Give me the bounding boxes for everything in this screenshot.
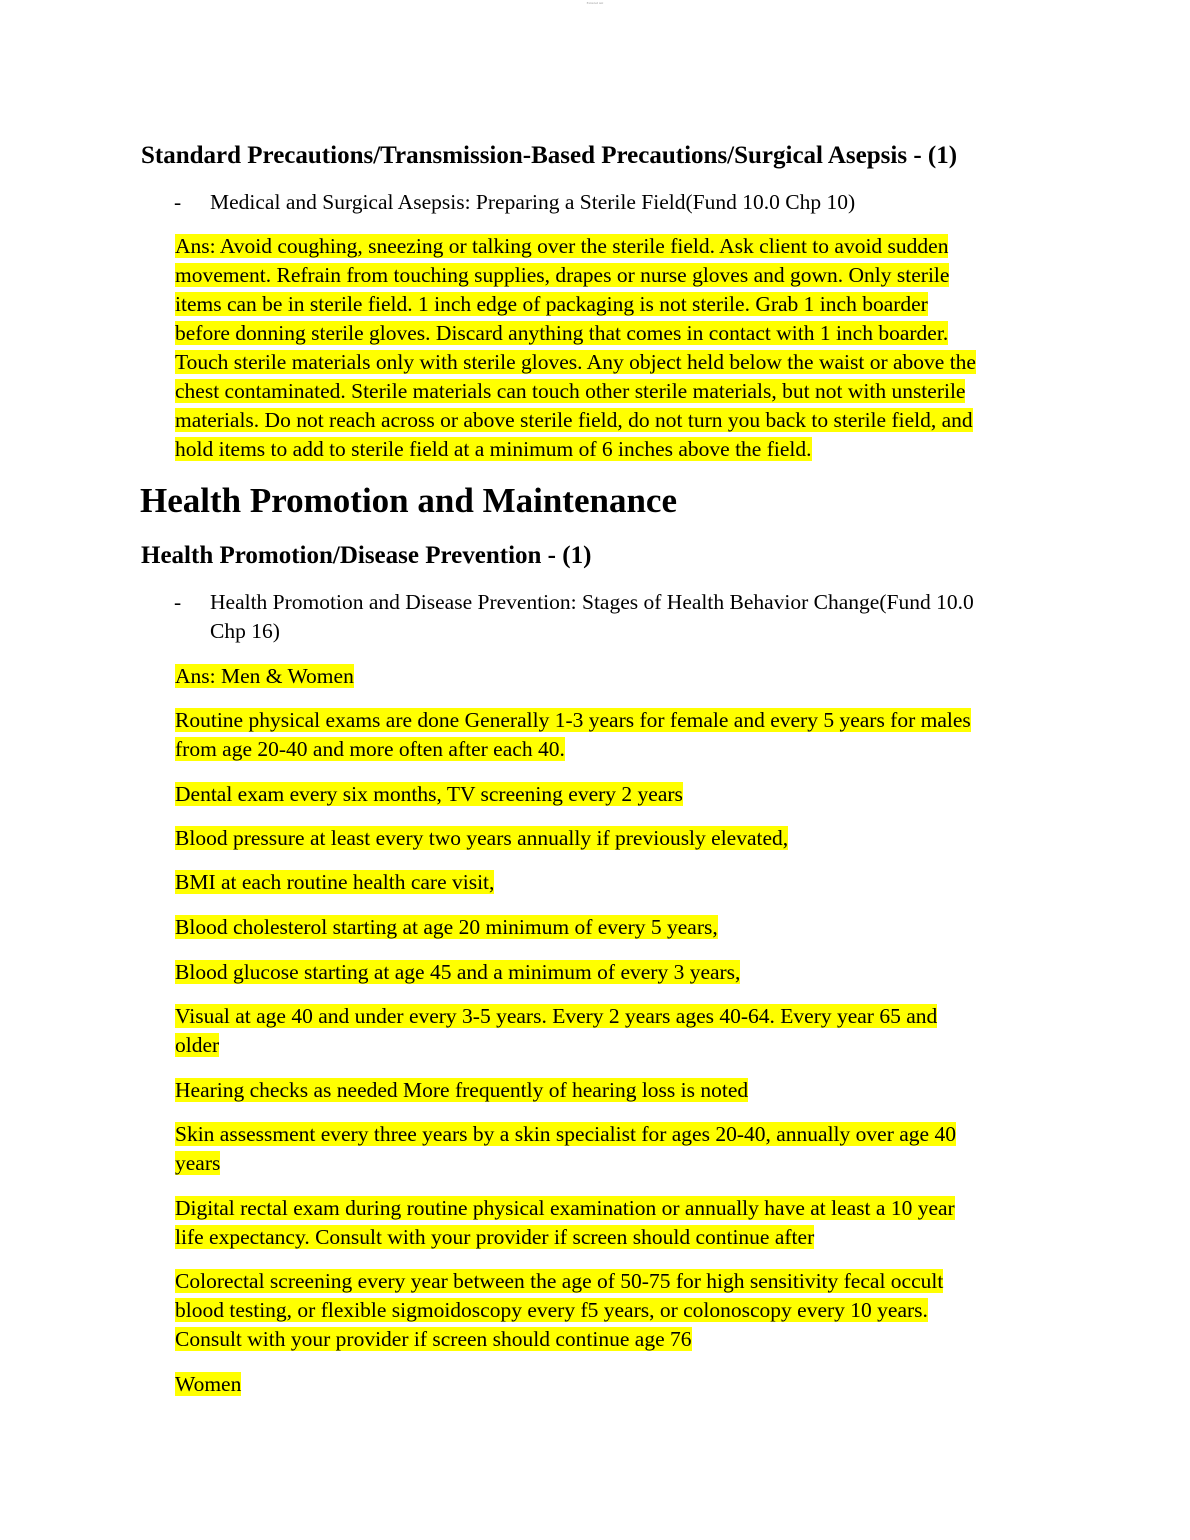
answer-line: Ans: Avoid coughing, sneezing or talking over the sterile field. Ask client to avoid sudden <box>175 234 949 258</box>
paragraph-blood-pressure <box>175 824 1060 853</box>
paragraph-line: Visual at age 40 and under every 3-5 years. Every 2 years ages 40-64. Every year 65 and <box>175 1004 938 1028</box>
paragraph-line: Blood cholesterol starting at age 20 minimum of every 5 years, <box>175 915 718 939</box>
bullet-dash: - <box>174 590 182 614</box>
topic-bullet-sterile-field <box>174 188 1054 217</box>
paragraph-hearing <box>175 1076 1060 1105</box>
paragraph-line: Dental exam every six months, TV screening every 2 years <box>175 782 683 806</box>
paragraph-line: Ans: Men & Women <box>175 664 354 688</box>
paragraph-line: Digital rectal exam during routine physical examination or annually have at least a 10 year <box>175 1196 955 1220</box>
section-heading-disease-prevention: Health Promotion/Disease Prevention - (1) <box>141 542 592 569</box>
bullet-text: Medical and Surgical Asepsis: Preparing a Sterile Field(Fund 10.0 Chp 10) <box>210 190 856 214</box>
paragraph-line: blood testing, or flexible sigmoidoscopy every f5 years, or colonoscopy every 10 years. <box>175 1298 928 1322</box>
paragraph-line: Skin assessment every three years by a skin specialist for ages 20-40, annually over age 40 <box>175 1122 956 1146</box>
paragraph-line: Colorectal screening every year between the age of 50-75 for high sensitivity fecal occult <box>175 1269 944 1293</box>
answer-line: chest contaminated. Sterile materials can touch other sterile materials, but not with unsterile <box>175 379 966 403</box>
bullet-dash: - <box>174 190 182 214</box>
answer-line: Touch sterile materials only with sterile gloves. Any object held below the waist or above the <box>175 350 976 374</box>
paragraph-colorectal <box>175 1267 1060 1354</box>
answer-line: hold items to add to sterile field at a minimum of 6 inches above the field. <box>175 437 812 461</box>
paragraph-line: life expectancy. Consult with your provider if screen should continue after <box>175 1225 815 1249</box>
bullet-line: Health Promotion and Disease Prevention: Stages of Health Behavior Change(Fund 10.0 <box>210 590 974 614</box>
paragraph-line: years <box>175 1151 221 1175</box>
paragraph-line: Blood pressure at least every two years annually if previously elevated, <box>175 826 789 850</box>
paragraph-line: Routine physical exams are done Generally 1-3 years for female and every 5 years for males <box>175 708 971 732</box>
section-heading-standard-precautions: Standard Precautions/Transmission-Based Precautions/Surgical Asepsis - (1) <box>141 142 958 169</box>
paragraph-dental-exam <box>175 780 1060 809</box>
paragraph-blood-glucose <box>175 958 1060 987</box>
top-mark: Extracted text <box>586 1 604 5</box>
bullet-line: Chp 16) <box>210 619 280 643</box>
paragraph-line: Consult with your provider if screen should continue age 76 <box>175 1327 692 1351</box>
paragraph-bmi <box>175 868 1060 897</box>
paragraph-line: Blood glucose starting at age 45 and a minimum of every 3 years, <box>175 960 741 984</box>
topic-bullet-behavior-change <box>174 588 1054 646</box>
main-heading-health-promotion: Health Promotion and Maintenance <box>140 481 677 520</box>
paragraph-line: from age 20-40 and more often after each 40. <box>175 737 565 761</box>
answer-line: before donning sterile gloves. Discard anything that comes in contact with 1 inch boarder. <box>175 321 949 345</box>
paragraph-line: Women <box>175 1372 242 1396</box>
paragraph-visual <box>175 1002 1060 1060</box>
paragraph-ans-men-women <box>175 662 1060 691</box>
paragraph-physical-exams <box>175 706 1060 764</box>
paragraph-blood-cholesterol <box>175 913 1060 942</box>
bullet-text <box>210 588 1054 646</box>
answer-sterile-field <box>175 232 1060 464</box>
paragraph-line: Hearing checks as needed More frequently of hearing loss is noted <box>175 1078 749 1102</box>
paragraph-digital-rectal <box>175 1194 1060 1252</box>
paragraph-line: BMI at each routine health care visit, <box>175 870 495 894</box>
paragraph-line: older <box>175 1033 220 1057</box>
answer-line: materials. Do not reach across or above sterile field, do not turn you back to sterile field, and <box>175 408 973 432</box>
paragraph-skin-assessment <box>175 1120 1060 1178</box>
answer-line: movement. Refrain from touching supplies, drapes or nurse gloves and gown. Only sterile <box>175 263 950 287</box>
answer-line: items can be in sterile field. 1 inch edge of packaging is not sterile. Grab 1 inch boarder <box>175 292 928 316</box>
paragraph-women <box>175 1370 1060 1399</box>
